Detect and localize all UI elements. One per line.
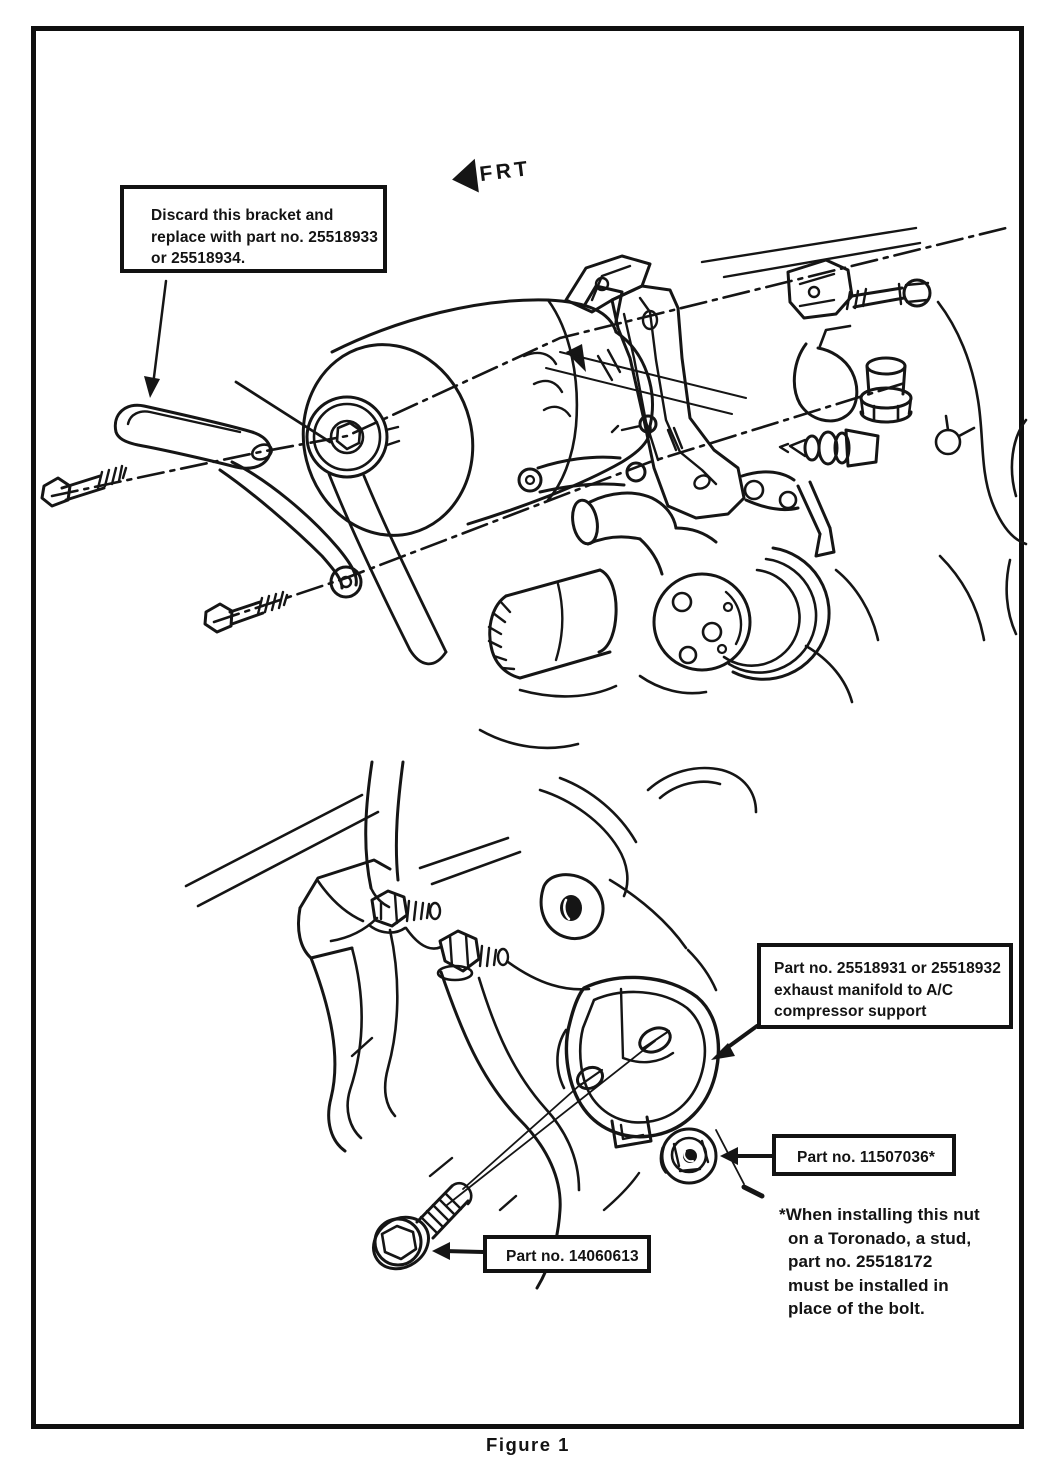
upper-right-mount: [788, 260, 852, 318]
water-pump-drawing: [480, 493, 716, 748]
frt-arrow-icon: [447, 155, 482, 198]
engine-centerlines: [52, 228, 1006, 622]
callout-line: Part no. 14060613: [506, 1248, 639, 1265]
callout-discard-bracket: [120, 185, 387, 273]
callout-line: Part no. 11507036*: [797, 1149, 935, 1166]
drive-belt: [236, 382, 446, 664]
frt-label: FRT: [478, 157, 533, 187]
arrow-to-discard-bracket: [144, 281, 166, 398]
callout-bolt-part: [483, 1235, 651, 1273]
arrow-to-flange-bolt: [432, 1242, 483, 1260]
bottom-assembly: [186, 762, 762, 1288]
arrow-to-flange-nut: [720, 1147, 772, 1165]
engine-block-contours: [936, 302, 1026, 640]
callout-nut-part: [772, 1134, 956, 1176]
axis-lines: [447, 1041, 762, 1205]
callout-line: Part no. 25518931 or 25518932: [774, 960, 1001, 977]
footnote-line: place of the bolt.: [788, 1299, 925, 1318]
coolant-sensor: [780, 430, 878, 466]
footnote-line: on a Toronado, a stud,: [788, 1228, 972, 1248]
exhaust-manifold-drawing: [298, 860, 639, 1288]
mount-bolt-long-1: [42, 466, 126, 506]
callout-line: exhaust manifold to A/C: [774, 981, 954, 999]
footnote-note: [779, 1203, 1021, 1321]
valve-cover-contours: [540, 768, 756, 990]
support-bracket-drawing: [557, 977, 718, 1147]
upper-right-bolt: [847, 280, 930, 309]
callout-line: replace with part no. 25518933: [151, 228, 378, 246]
dipstick-tube: [366, 762, 403, 907]
manifold-stud-2: [438, 931, 508, 980]
flange-nut-drawing: [661, 1129, 716, 1183]
footnote-line: part no. 25518172: [788, 1252, 933, 1271]
top-assembly: [42, 228, 1026, 748]
figure-caption: Figure 1: [486, 1434, 570, 1455]
footnote-line: must be installed in: [788, 1275, 949, 1295]
water-pump-pulley: [654, 548, 829, 679]
fork-bracket: [742, 472, 878, 702]
discard-bracket-drawing: [115, 405, 361, 597]
footnote-line: *When installing this nut: [779, 1205, 980, 1224]
engine-boss-with-bore: [541, 875, 603, 939]
cowl-hatch-lines: [702, 228, 920, 277]
callout-line: compressor support: [774, 1003, 927, 1020]
callout-line: or 25518934.: [151, 250, 246, 267]
callout-line: Discard this bracket and: [151, 207, 334, 224]
callout-manifold-support: [757, 943, 1013, 1029]
hatch-lines-bottom: [186, 795, 520, 906]
alternator-drawing: [283, 286, 652, 553]
manifold-stud-1: [369, 891, 440, 933]
